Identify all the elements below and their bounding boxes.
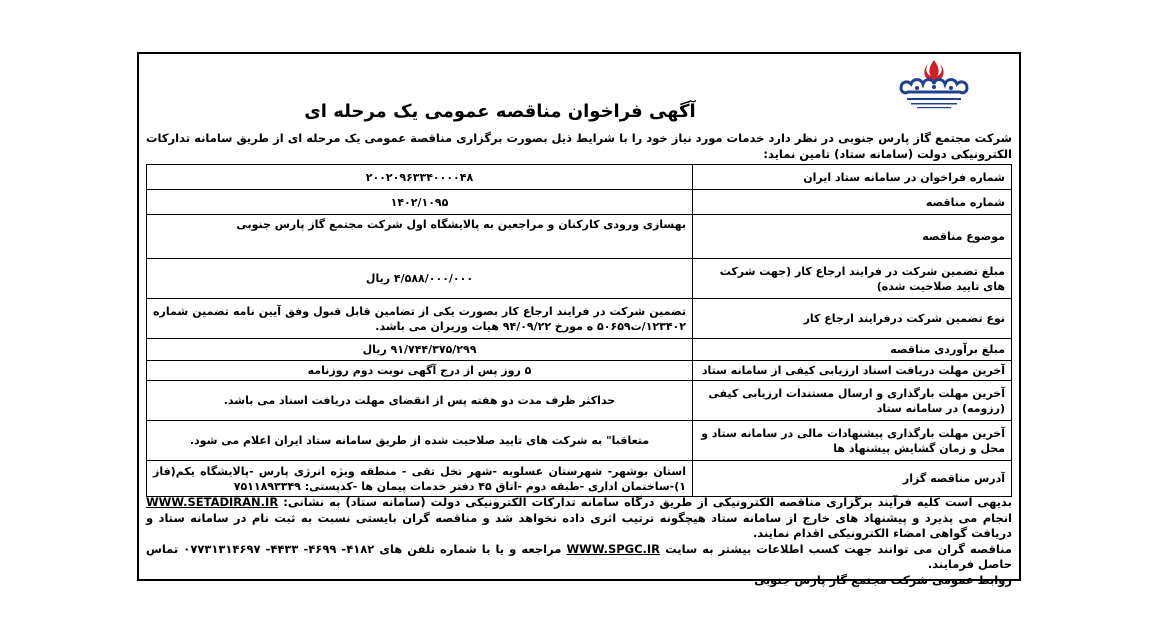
footer-text: مناقصه گران می توانند جهت کسب اطلاعات بیشتر به سایت [665, 541, 1012, 556]
tender-number: ۱۴۰۲/۱۰۹۵ [147, 190, 693, 215]
document-deadline: ۵ روز پس از درج آگهی نوبت دوم روزنامه [147, 361, 693, 381]
tender-table [146, 164, 1012, 497]
row-label: آخرین مهلت دریافت اسناد ارزیابی کیفی از سامانه ستاد [693, 361, 1012, 381]
tender-subject: بهسازی ورودی کارکنان و مراجعین به پالایشگاه اول شرکت مجتمع گاز پارس جنوبی [147, 215, 693, 259]
tenderer-address: استان بوشهر- شهرستان عسلویه -شهر تخل تقی - منطقه ویژه انرژی پارس -پالایشگاه یکم(فاز ۱)-ساختمان اداری -طبقه دوم -اتاق ۴۵ دفتر خدمات پیمان ها -کدپستی: ۷۵۱۱۸۹۳۳۴۹ [147, 461, 693, 497]
row-label: آدرس مناقصه گزار [693, 461, 1012, 497]
table-row [147, 339, 1012, 361]
guarantee-type: تضمین شرکت در فرایند ارجاع کار بصورت یکی از تضامین قابل قبول وفق آیین نامه تضمین شماره ۱۲۳۴۰۲/ت۵۰۶۵۹ ه مورخ ۹۴/۰۹/۲۲ هیات وزیران می باشد. [147, 299, 693, 339]
row-label: مبلغ برآوردی مناقصه [693, 339, 1012, 361]
footer-paragraph-setad [146, 495, 1012, 542]
spgc-link[interactable]: WWW.SPGC.IR [566, 541, 661, 556]
row-label: شماره مناقصه [693, 190, 1012, 215]
financial-deadline: متعاقبا" به شرکت های تایید صلاحیت شده از طریق سامانه ستاد ایران اعلام می شود. [147, 421, 693, 461]
table-row [147, 259, 1012, 299]
row-label: آخرین مهلت بارگذاری و ارسال مستندات ارزیابی کیفی (رزومه) در سامانه ستاد [693, 381, 1012, 421]
table-row [147, 190, 1012, 215]
table-row [147, 361, 1012, 381]
table-row [147, 215, 1012, 259]
estimated-amount: ۹۱/۷۴۴/۳۷۵/۲۹۹ ریال [147, 339, 693, 361]
setad-link[interactable]: WWW.SETADIRAN.IR [146, 495, 279, 509]
row-label: مبلغ تضمین شرکت در فرایند ارجاع کار (جهت شرکت های تایید صلاحیت شده) [693, 259, 1012, 299]
tender-call-number: ۲۰۰۲۰۹۶۳۳۴۰۰۰۰۴۸ [147, 165, 693, 190]
notice-title: آگهی فراخوان مناقصه عمومی یک مرحله ای [304, 101, 696, 122]
intro-text: شرکت مجتمع گاز پارس جنوبی در نظر دارد خدمات مورد نیاز خود را با شرایط ذیل بصورت برگزاری مناقصة عمومی یک مرحله ای از طریق سامانه تدارکات الکترونیکی دولت (سامانه ستاد) تامین نماید: [146, 131, 1012, 161]
table-row [147, 421, 1012, 461]
row-label: آخرین مهلت بارگذاری پیشنهادات مالی در سامانه ستاد و محل و زمان گشایش پیشنهاد ها [693, 421, 1012, 461]
resume-deadline: حداکثر ظرف مدت دو هفته پس از انقضای مهلت دریافت اسناد می باشد. [147, 381, 693, 421]
signature: روابط عمومی شرکت مجتمع گاز پارس جنوبی [754, 572, 1012, 587]
footer-notes [146, 495, 1012, 588]
guarantee-amount: ۴/۵۸۸/۰۰۰/۰۰۰ ریال [147, 259, 693, 299]
footer-text: بدیهی است کلیه فرآیند برگزاری مناقصه الکترونیکی از طریق درگاه سامانه تدارکات الکترونیکی دولت (سامانه ستاد) به نشانی: [283, 495, 1012, 509]
table-row [147, 381, 1012, 421]
row-label: موضوع مناقصه [693, 215, 1012, 259]
table-row [147, 165, 1012, 190]
table-row [147, 461, 1012, 497]
table-row [147, 299, 1012, 339]
row-label: شماره فراخوان در سامانه ستاد ایران [693, 165, 1012, 190]
footer-text: مراجعه و یا با شماره تلفن های ۴۱۸۲- ۴۶۹۹- ۴۴۳۳- ۰۷۷۳۱۳۱۴۶۹۷ تماس حاصل فرمایند. [146, 541, 1012, 571]
footer-paragraph-contact [146, 542, 1012, 573]
nigc-logo [895, 58, 973, 114]
footer-text: انجام می پذیرد و پیشنهاد های خارج از سامانه ستاد هیچگونه ترتیب اثری داده نخواهد شد و مناقصه گران بایستی نسبت به ثبت نام در سامانه ستاد و دریافت گواهی امضاء الکترونیکی اقدام نمایند. [146, 510, 1012, 540]
row-label: نوع تضمین شرکت درفرایند ارجاع کار [693, 299, 1012, 339]
